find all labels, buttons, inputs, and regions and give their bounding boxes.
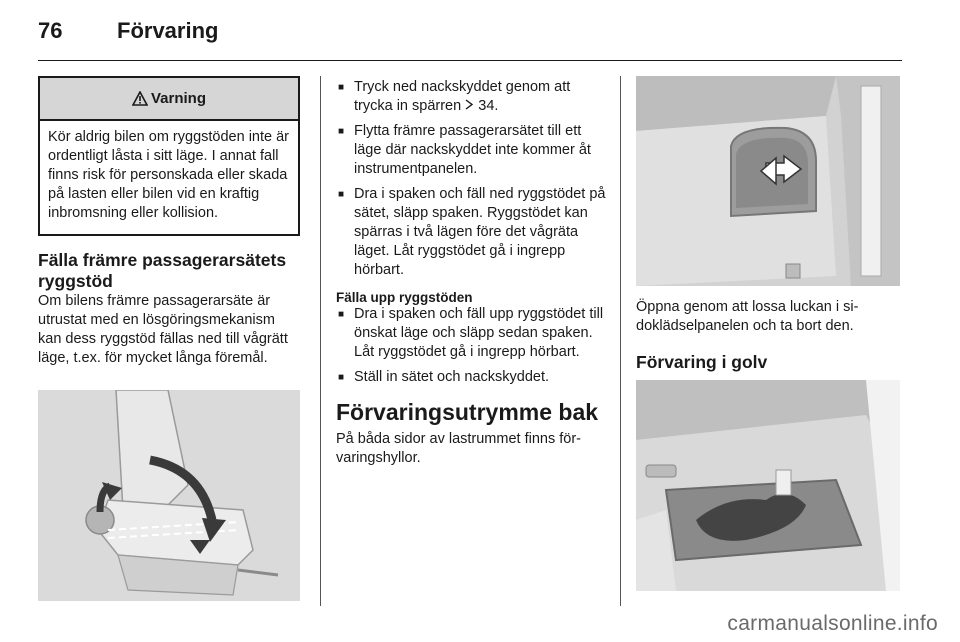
warning-title: Varning xyxy=(150,90,206,107)
fold-down-steps xyxy=(336,78,606,280)
list-item xyxy=(336,368,606,387)
page-reference: 34. xyxy=(478,98,499,114)
reference-arrow-icon xyxy=(465,99,474,110)
list-item-text: Ställ in sätet och nackskyddet. xyxy=(354,369,550,385)
warning-box xyxy=(38,76,300,236)
fold-up-heading: Fälla upp ryggstöden xyxy=(336,290,473,305)
side-panel-text: Öppna genom att lossa luckan i sidoklädselpanelen och ta bort den. xyxy=(636,299,859,334)
page-number: 76 xyxy=(38,18,63,43)
column-divider xyxy=(620,76,621,606)
list-item-text: Tryck ned nackskyddet genom att trycka in spärren xyxy=(354,79,571,114)
column-divider xyxy=(320,76,321,606)
list-item-text: Flytta främre passagerarsätet till ett läge där nackskyddet inte kommer åt instrumentpanelen. xyxy=(354,123,591,177)
section-heading: Fälla främre passagerarsätets ryggstöd xyxy=(38,250,287,291)
rear-storage-heading: Förvaringsutrymme bak xyxy=(336,399,599,425)
fold-front-seat-section xyxy=(38,250,300,368)
seat-fold-illustration xyxy=(38,390,300,601)
side-panel-illustration xyxy=(636,76,900,286)
floor-storage-heading: Förvaring i golv xyxy=(636,352,768,372)
page-title: Förvaring xyxy=(117,18,219,43)
side-panel-photo xyxy=(636,76,900,286)
list-item xyxy=(336,78,606,116)
seat-illustration xyxy=(38,390,300,601)
warning-text: Kör aldrig bilen om ryggstöden inte är ordentligt låsta i sitt läge. I annat fall finns risk för personskada eller skada på lasten eller bilen vid en kraftig inbromsning eller kollision. xyxy=(48,129,289,221)
section-text: Om bilens främre passagerarsäte är utrustat med en lösgöringsmekanism kan dess ryggstöd fällas ned till vågrätt läge, t.ex. för mycket långa föremål. xyxy=(38,293,288,366)
list-item xyxy=(336,305,606,362)
list-item xyxy=(336,122,606,179)
warning-header xyxy=(40,78,298,121)
warning-triangle-icon xyxy=(132,91,148,106)
column-2 xyxy=(336,78,606,468)
floor-storage-illustration xyxy=(636,380,900,591)
list-item xyxy=(336,185,606,280)
fold-up-steps xyxy=(336,305,606,387)
list-item-text: Dra i spaken och fäll ned ryggstödet på sätet, släpp spaken. Ryggstödet kan spärras i två lägen före det vågräta läget. Låt ryggstödet gå i ingrepp hörbart. xyxy=(354,186,606,278)
header-rule xyxy=(38,60,902,61)
list-item-text: Dra i spaken och fäll upp ryggstödet till önskat läge och släpp sedan spaken. Låt ryggstödet gå i ingrepp hörbart. xyxy=(354,306,604,360)
watermark: carmanualsonline.info xyxy=(727,612,938,635)
floor-storage-photo xyxy=(636,380,900,591)
rear-storage-text: På båda sidor av lastrummet finns förvaringshyllor. xyxy=(336,431,582,466)
